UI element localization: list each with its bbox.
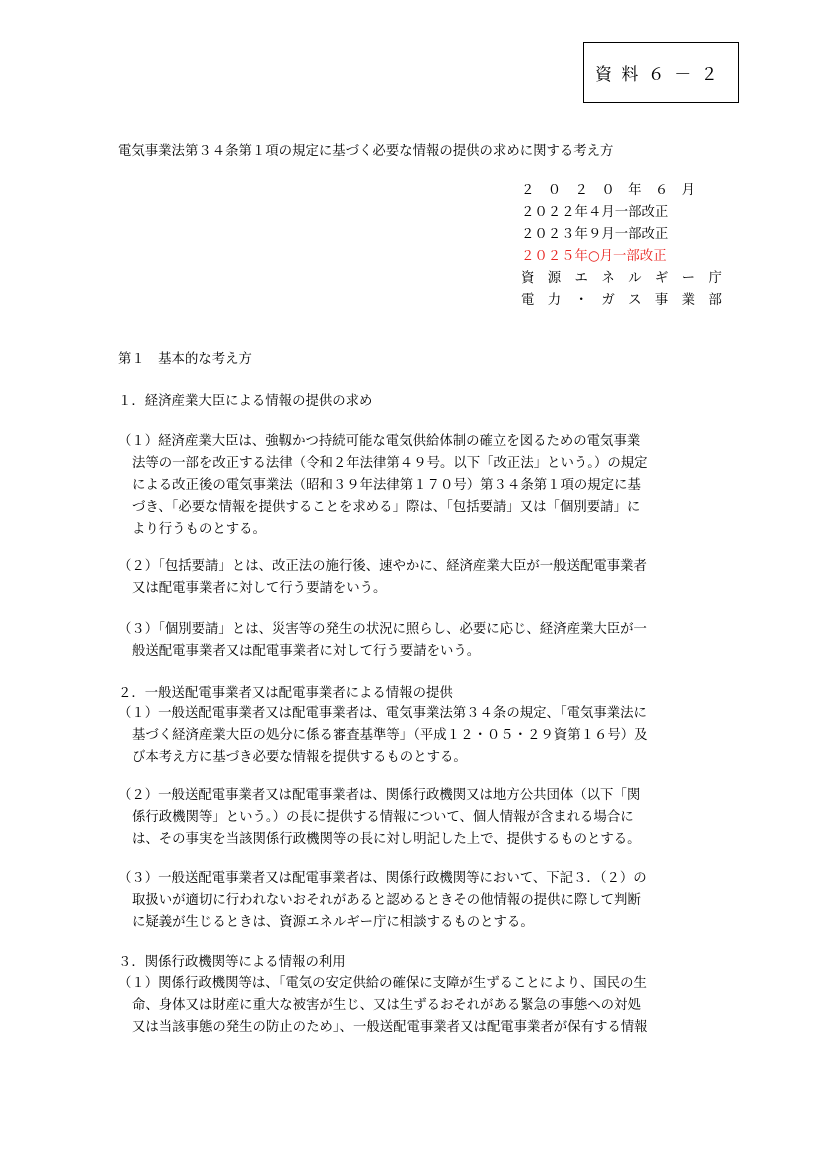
text-line: （２）「包括要請」とは、改正法の施行後、速やかに、経済産業大臣が一般送配電事業者 bbox=[118, 559, 647, 574]
revision-2025-draft: ２０２５年○月一部改正 bbox=[521, 249, 667, 264]
text-line: （１）一般送配電事業者又は配電事業者は、電気事業法第３４条の規定、「電気事業法に bbox=[118, 706, 647, 721]
issue-date: ２ ０ ２ ０ 年 ６ 月 bbox=[521, 183, 696, 198]
text-line: 又は当該事態の発生の防止のため」、一般送配電事業者又は配電事業者が保有する情報 bbox=[132, 1020, 648, 1035]
document-number-badge bbox=[583, 42, 739, 103]
subsection-heading-1: １．経済産業大臣による情報の提供の求め bbox=[118, 394, 373, 409]
text-line: び本考え方に基づき必要な情報を提供するものとする。 bbox=[132, 750, 467, 765]
text-line: （１）関係行政機関等は、「電気の安定供給の確保に支障が生ずることにより、国民の生 bbox=[118, 976, 647, 991]
paragraph-1-2 bbox=[118, 556, 647, 600]
text-line: に疑義が生じるときは、資源エネルギー庁に相談するものとする。 bbox=[132, 915, 534, 930]
subsection-heading-3: ３．関係行政機関等による情報の利用 bbox=[118, 955, 346, 970]
text-line: づき、「必要な情報を提供することを求める」際は、「包括要請」又は「個別要請」に bbox=[132, 500, 641, 515]
section-heading: 第１ 基本的な考え方 bbox=[118, 352, 252, 367]
paragraph-1-1 bbox=[118, 431, 648, 541]
paragraph-1-3 bbox=[118, 619, 647, 663]
issuing-agency: 資 源 エ ネ ル ギ ー 庁 bbox=[521, 271, 722, 286]
text-line: 係行政機関等」という。）の長に提供する情報について、個人情報が含まれる場合に bbox=[132, 810, 634, 825]
revision-2023: ２０２３年９月一部改正 bbox=[521, 227, 669, 242]
revision-2022: ２０２２年４月一部改正 bbox=[521, 205, 669, 220]
text-line: （２）一般送配電事業者又は配電事業者は、関係行政機関又は地方公共団体（以下「関 bbox=[118, 788, 641, 803]
text-line: 基づく経済産業大臣の処分に係る審査基準等」（平成１２・０５・２９資第１６号）及 bbox=[132, 728, 648, 743]
document-number: 資 料 ６ － ２ bbox=[595, 65, 720, 85]
paragraph-3-1 bbox=[118, 973, 648, 1039]
text-line: 般送配電事業者又は配電事業者に対して行う要請をいう。 bbox=[132, 644, 481, 659]
issuing-department: 電 力 ・ ガ ス 事 業 部 bbox=[521, 293, 722, 308]
text-line: （３）「個別要請」とは、災害等の発生の状況に照らし、必要に応じ、経済産業大臣が一 bbox=[118, 622, 647, 637]
paragraph-2-1 bbox=[118, 703, 648, 769]
subsection-heading-2: ２．一般送配電事業者又は配電事業者による情報の提供 bbox=[118, 686, 453, 701]
text-line: 命、身体又は財産に重大な被害が生じ、又は生ずるおそれがある緊急の事態への対処 bbox=[132, 998, 641, 1013]
paragraph-2-3 bbox=[118, 868, 647, 934]
text-line: （３）一般送配電事業者又は配電事業者は、関係行政機関等において、下記３．（２）の bbox=[118, 871, 647, 886]
paragraph-2-2 bbox=[118, 785, 641, 851]
text-line: 取扱いが適切に行われないおそれがあると認めるときその他情報の提供に際して判断 bbox=[132, 893, 641, 908]
text-line: （１）経済産業大臣は、強靱かつ持続可能な電気供給体制の確立を図るための電気事業 bbox=[118, 434, 641, 449]
text-line: による改正後の電気事業法（昭和３９年法律第１７０号）第３４条第１項の規定に基 bbox=[132, 478, 641, 493]
text-line: より行うものとする。 bbox=[132, 522, 266, 537]
text-line: 法等の一部を改正する法律（令和２年法律第４９号。以下「改正法」という。）の規定 bbox=[132, 456, 648, 471]
issuance-block bbox=[521, 180, 722, 312]
document-title: 電気事業法第３４条第１項の規定に基づく必要な情報の提供の求めに関する考え方 bbox=[118, 144, 614, 159]
text-line: は、その事実を当該関係行政機関等の長に対し明記した上で、提供するものとする。 bbox=[132, 832, 641, 847]
text-line: 又は配電事業者に対して行う要請をいう。 bbox=[132, 581, 387, 596]
